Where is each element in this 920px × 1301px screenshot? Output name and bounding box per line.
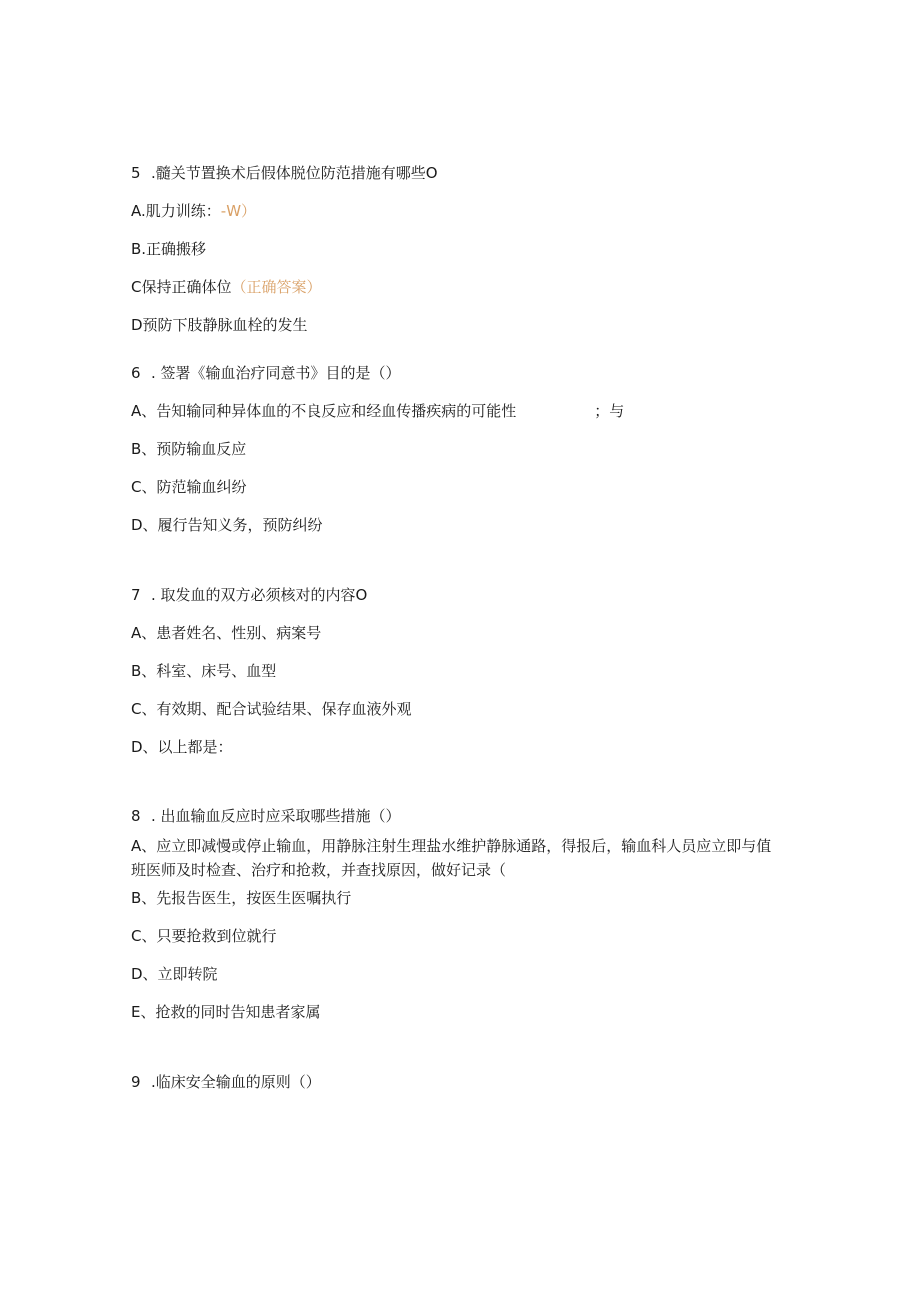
correct-answer-mark: （正确答案） (231, 278, 322, 296)
option-text: A、应立即减慢或停止输血，用静脉注射生理盐水维护静脉通路，得报后，输血科人员应立即与值班医师及时检查、治疗和抢救，并查找原因，做好记录（ (131, 837, 772, 879)
option-text: B、先报告医生，按医生医嘱执行 (131, 889, 352, 907)
option-text: D预防下肢静脉血栓的发生 (131, 316, 308, 334)
question-9-stem (131, 1072, 321, 1092)
option-text: B、科室、床号、血型 (131, 662, 277, 680)
question-number: 9 (131, 1073, 141, 1091)
question-text: . 签署《输血治疗同意书》目的是（） (151, 364, 401, 382)
question-text: .临床安全输血的原则（） (151, 1073, 321, 1091)
option-tail: ；与 (594, 402, 625, 420)
question-8-option-e (131, 1002, 320, 1022)
question-text: . 出血输血反应时应采取哪些措施（） (151, 807, 401, 825)
question-7-option-b (131, 661, 276, 681)
question-7-stem (131, 585, 367, 605)
question-6-option-d (131, 515, 323, 535)
question-text: .髓关节置换术后假体脱位防范措施有哪些O (151, 164, 438, 182)
option-text: D、立即转院 (131, 965, 218, 983)
option-text: C、只要抢救到位就行 (131, 927, 277, 945)
option-text: D、履行告知义务，预防纠纷 (131, 516, 323, 534)
option-text: D、以上都是： (131, 738, 233, 756)
option-text: B.正确搬移 (131, 240, 207, 258)
question-8-option-a (131, 834, 781, 882)
option-text: B、预防输血反应 (131, 440, 247, 458)
question-7-option-a (131, 623, 321, 643)
question-8-option-c (131, 926, 276, 946)
option-text: C、防范输血纠纷 (131, 478, 247, 496)
question-6-option-a (131, 401, 624, 421)
question-5-option-c (131, 277, 322, 297)
question-8-stem (131, 806, 401, 826)
option-text: A、患者姓名、性别、病案号 (131, 624, 322, 642)
answer-mark: -W） (220, 202, 257, 220)
question-text: . 取发血的双方必须核对的内容O (151, 586, 368, 604)
question-number: 5 (131, 164, 141, 182)
question-number: 6 (131, 364, 141, 382)
question-8-option-d (131, 964, 218, 984)
question-6-option-b (131, 439, 246, 459)
question-5-option-b (131, 239, 206, 259)
question-5-option-a (131, 201, 256, 221)
question-5-option-d (131, 315, 308, 335)
question-7-option-d (131, 737, 233, 757)
question-number: 7 (131, 586, 141, 604)
question-8-option-b (131, 888, 351, 908)
question-7-option-c (131, 699, 411, 719)
option-text: A、告知输同种异体血的不良反应和经血传播疾病的可能性 (131, 402, 517, 420)
option-text: E、抢救的同时告知患者家属 (131, 1003, 321, 1021)
option-text: A.肌力训练： (131, 202, 221, 220)
question-number: 8 (131, 807, 141, 825)
question-6-stem (131, 363, 401, 383)
question-5-stem (131, 163, 438, 183)
option-text: C保持正确体位 (131, 278, 232, 296)
question-6-option-c (131, 477, 246, 497)
option-text: C、有效期、配合试验结果、保存血液外观 (131, 700, 412, 718)
